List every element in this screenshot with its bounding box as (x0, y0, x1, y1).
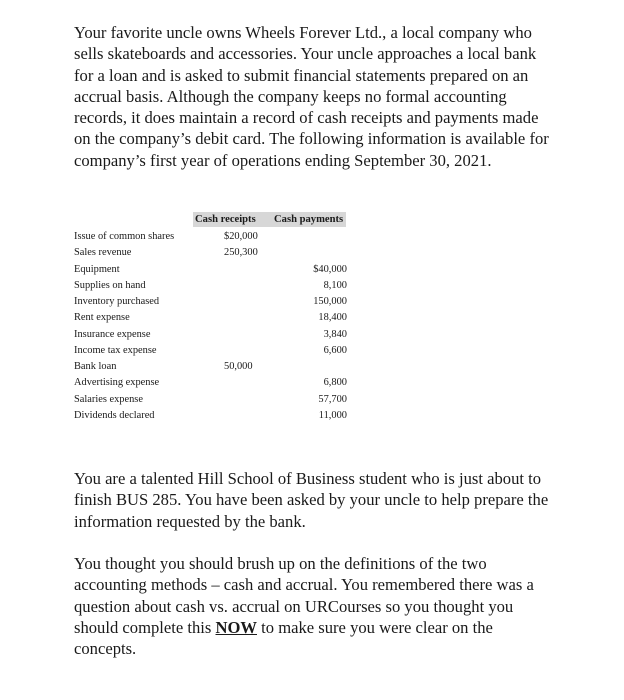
row-payment: 57,700 (318, 393, 347, 405)
row-label: Dividends declared (74, 409, 155, 421)
row-label: Insurance expense (74, 328, 151, 340)
row-label: Income tax expense (74, 344, 157, 356)
row-payment: 11,000 (318, 409, 347, 421)
row-payment: $40,000 (313, 263, 347, 275)
table-row (74, 245, 364, 261)
table-row (74, 278, 364, 294)
row-label: Sales revenue (74, 247, 132, 259)
table-row (74, 375, 364, 391)
task-text-before: You thought you should brush up on the definitions of the two accounting methods – cash and accrual. You remembered there was a question about cash vs. accrual on URCourses so you thought you should complete this (74, 554, 534, 637)
row-payment: 3,840 (323, 328, 347, 340)
row-label: Issue of common shares (74, 231, 175, 242)
row-payment: 6,600 (323, 344, 347, 356)
table-row (74, 408, 364, 424)
table-header (193, 212, 346, 227)
table-row (74, 310, 364, 326)
table-row (74, 229, 364, 245)
header-cash-receipts: Cash receipts (195, 214, 256, 225)
task-paragraph (74, 553, 554, 659)
row-payment: 18,400 (318, 312, 347, 324)
row-label: Inventory purchased (74, 296, 160, 307)
now-emphasis: NOW (215, 617, 257, 637)
task-text-after: to make sure you were clear on the concepts. (74, 617, 493, 659)
header-cash-payments: Cash payments (274, 214, 344, 225)
table-row (74, 392, 364, 408)
intro-paragraph: Your favorite uncle owns Wheels Forever Ltd., a local company who sells skateboards and accessories. Your uncle approaches a local bank for a loan and is asked to submit financial statements prepared on an accrual basis. Although the company keeps no formal accounting records, it does maintain a record of cash receipts and payments made on the company’s debit card. The following information is available for company’s first year of operations ending September 30, 2021. (74, 23, 549, 170)
row-payment: 150,000 (313, 296, 347, 307)
row-payment: 8,100 (323, 279, 347, 291)
table-row (74, 359, 364, 375)
row-label: Equipment (74, 263, 120, 275)
table-row (74, 262, 364, 278)
row-label: Salaries expense (74, 393, 143, 405)
row-receipt: 50,000 (224, 361, 253, 372)
row-label: Advertising expense (74, 377, 160, 389)
row-label: Bank loan (74, 361, 117, 372)
table-rows (74, 229, 364, 424)
table-row (74, 343, 364, 359)
row-label: Rent expense (74, 312, 130, 324)
context-paragraph: You are a talented Hill School of Business student who is just about to finish BUS 285. You have been asked by your uncle to help prepare the information requested by the bank. (74, 469, 549, 531)
row-payment: 6,800 (323, 377, 347, 389)
table-row (74, 294, 364, 310)
table-row (74, 327, 364, 343)
row-receipt: $20,000 (224, 231, 258, 242)
row-label: Supplies on hand (74, 279, 146, 291)
row-receipt: 250,300 (224, 247, 258, 259)
